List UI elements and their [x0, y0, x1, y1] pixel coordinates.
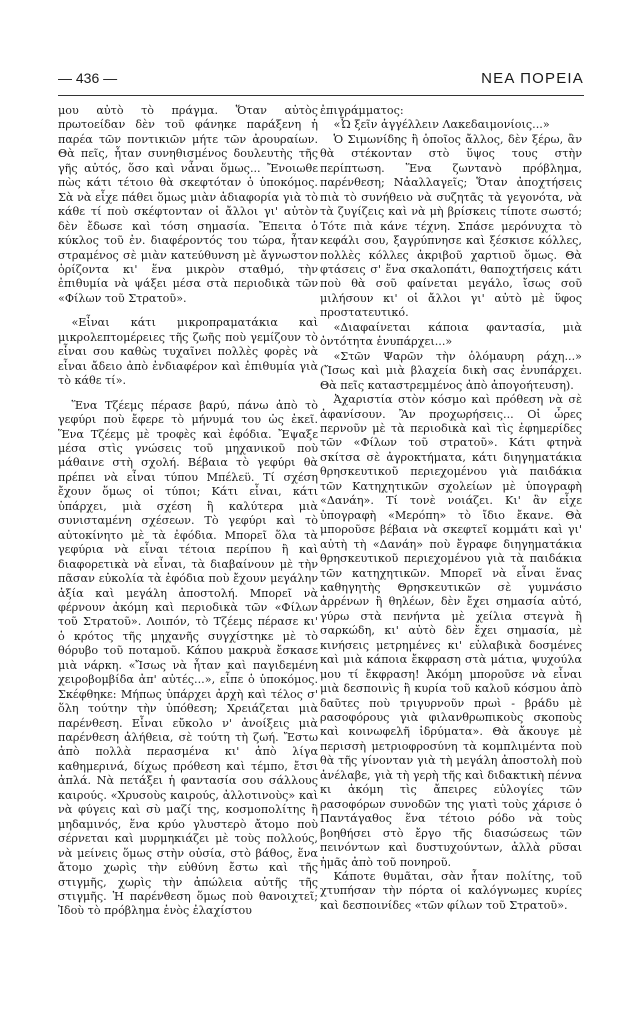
paragraph: Ὁ Σιμωνίδης ἢ ὁποῖος ἄλλος, δὲν ξέρω, ἂν θὰ στέκονταν στὸ ὕψος τους στὴν περίπτωση. Ἕνα ζωντανὸ πρόβλημα, παρένθεση; Νἀαλλαγεῖς; Ὅταν ἀποχτήσεις πιὰ τὸ συνήθειο νὰ συζητᾶς τὰ γεγονότα, νὰ τὰ ζυγίζεις καὶ νὰ μὴ βρίσκεις τίποτε σωστό; Τότε πιὰ κάνε τέχνη. Σπάσε μερόνυχτα τὸ κεφάλι σου, ξαγρύπνησε καὶ ξέσκισε κόλλες, πολλὲς κόλλες ἀκριβοῦ χαρτιοῦ ὅμως. Θὰ φτάσεις σ' ἕνα σκαλοπάτι, θαποχτήσεις κάτι ποὺ θὰ σοῦ φαίνεται μεγάλο, ἴσως σοῦ μιλήσουν κι' οἱ ἄλλοι γι' αὐτὸ μὲ ὕφος προστατευτικό.: [320, 132, 582, 320]
page-header: [58, 70, 584, 92]
header-rule: [58, 95, 584, 96]
paragraph: «Ὦ ξεῖν ἀγγέλλειν Λακεδαιμονίοις...»: [333, 118, 550, 132]
paragraph: μου αὐτὸ τὸ πράγμα. Ὅταν αὐτὸς πρωτοείδαν δὲν τοῦ φάνηκε παράξενη ἡ παρέα τῶν ποντικιῶν μήτε τῶν ἀρουραίων. Θὰ πεῖς, ἦταν συνηθισμένος δουλευτὴς τῆς γῆς αὐτός, ὅσο καὶ νἆναι ὅμως... Ἔνοιωθε πὼς κάτι τέτοιο θὰ σκεφτόταν ὁ ὑποκόμος. Σὰ νὰ εἶχε πάθει ὅμως μιὰν ἀδιαφορία γιὰ τὸ κάθε τί ποὺ σκέφτονταν οἱ ἄλλοι γι' αὐτὸν δὲν ἔδωσε καὶ τόση σημασία. Ἔπειτα ὁ κύκλος τοῦ ἐν. διαφέροντός του τώρα, ἦταν στραμένος σὲ μιὰν κατεύθυνση μὲ ἄγνωστον ὁρίζοντα κι' ἕνα μικρὸν σταθμό, τὴν ἐπιθυμία νὰ ψάξει μέσα στὰ περιοδικὰ τῶν «Φίλων τοῦ Στρατοῦ».: [58, 104, 318, 305]
page-number: — 436 —: [58, 70, 118, 86]
paragraph: Ἕνα Τζέεμς πέρασε βαρύ, πάνω ἀπὸ τὸ γεφύρι ποὺ ἔφερε τὸ μήνυμά του ὡς ἐκεῖ. Ἕνα Τζέεμς μὲ τροφὲς καὶ ἐφόδια. Ἔψαξε μέσα στὶς γνώσεις τοῦ μηχανικοῦ ποὺ μάθαινε στὴ σχολή. Βέβαια τὸ γεφύρι θὰ πρέπει νὰ εἶναι τύπου Μπέλεϋ. Τί σχέση ἔχουν ὅμως οἱ τύποι; Κάτι εἶναι, κάτι ὑπάρχει, μιὰ σχέση ἢ καλύτερα μιὰ συνισταμένη σχέσεων. Τὸ γεφύρι καὶ τὸ αὐτοκίνητο μὲ τὰ ἐφόδια. Μπορεῖ ὅλα τὰ γεφύρια νὰ εἶναι τέτοια περίπου ἢ καὶ διαφορετικὰ νὰ εἶναι, τὰ διαβαίνουν μὲ τὴν πᾶσαν εὐκολία τὰ ἐφόδια ποὺ ἔχουν μεγάλην ἀξία καὶ μεγάλη ἀποστολή. Μπορεῖ νὰ φέρνουν ἀκόμη καὶ περιοδικὰ τῶν «Φίλων τοῦ Στρατοῦ». Λοιπόν, τὸ Τζέεμς πέρασε κι' ὁ κρότος τῆς μηχανῆς συγχίστηκε μὲ τὸ θόρυβο τοῦ ποταμοῦ. Κάπου μακρυὰ ἔσκασε μιὰ νάρκη. «Ἴσως νὰ ἦταν καὶ παγιδεμένη χειροβομβίδα ἀπ' αὐτές...», εἶπε ὁ ὑποκόμος. Σκέφθηκε: Μήπως ὑπάρχει ἀρχὴ καὶ τέλος σ' ὅλη τούτην τὴν ὑπόθεση; Χρειάζεται μιὰ παρένθεση. Εἶναι εὔκολο ν' ἀνοίξεις μιὰ παρένθεση ἀλήθεια, σὲ τούτη τὴ ζωή. Ἔστω ἀπὸ πολλὰ περασμένα κι' ἀπὸ λίγα καθημερινά, δίχως πρόθεση καὶ τέμπο, ἔτσι ἁπλά. Νὰ πετάξει ἡ φαντασία σου σάλλους καιρούς. «Χρυσοὺς καιρούς, ἀλλοτινοὺς» καὶ νὰ φύγεις καὶ σὺ μαζί της, κοσμοπολίτης ἢ μηδαμινός, ἕνα κρύο γλυστερὸ ἄτομο ποὺ σέρνεται καὶ μυρμηκιάζει μὲ τοὺς πολλούς, νὰ μείνεις ὅμως στὴν οὐσία, στὸ βάθος, ἕνα ἄτομο χωρὶς τὴν εὐθύνη ἔστω καὶ τῆς στιγμῆς, χωρὶς τὴν ἀπώλεια αὐτῆς τῆς στιγμῆς. Ἡ παρένθεση ὅμως ποὺ θανοιχτεῖ; Ἰδοὺ τὸ πρόβλημα ἑνὸς ἐλαχίστου: [58, 398, 318, 918]
journal-title: ΝΕΑ ΠΟΡΕΙΑ: [481, 70, 584, 87]
right-text-column: [320, 104, 582, 913]
paragraph: «Διαφαίνεται κάποια φαντασία, μιὰ ὀντότητα ἐνυπάρχει...»: [320, 320, 582, 349]
paragraph: Ἀχαριστία στὸν κόσμο καὶ πρόθεση νὰ σὲ ἀφανίσουν. Ἂν προχωρήσεις... Οἱ ὧρες περνοῦν μὲ τὰ περιοδικὰ καὶ τὶς ἐφημερίδες τῶν «Φίλων τοῦ στρατοῦ». Κάτι φτηνὰ σκίτσα σὲ ἀγροκτήματα, κάτι διηγηματάκια θρησκευτικοῦ περιεχομένου γιὰ παιδάκια τῶν Κατηχητικῶν σχολείων μὲ ὑπογραφὴ «Δανάη». Τί τονὲ νοιάζει. Κι' ἂν εἶχε ὑπογραφὴ «Μερόπη» τὸ ἴδιο ἔκανε. Θὰ μποροῦσε βέβαια νὰ σκεφτεῖ κομμάτι καὶ γι' αὐτὴ τὴ «Δανάη» ποὺ ἔγραφε διηγηματάκια θρησκευτικοῦ περιεχομένου γιὰ τὰ παιδάκια τῶν κατηχητικῶν. Μπορεῖ νὰ εἶναι ἕνας καθηγητὴς Θρησκευτικῶν σὲ γυμνάσιο ἀρρένων ἢ θηλέων, δὲν ἔχει σημασία αὐτό, γύρω στὰ πενήντα μὲ χείλια στεγνὰ ἢ σαρκώδη, κι' αὐτὸ δὲν ἔχει σημασία, μὲ κινήσεις μετρημένες κι' εὐλαβικὰ δοσμένες καὶ μιὰ κάποια ἔκφραση στὰ μάτια, ψυχούλα μου τί ἔκφραση! Ἀκόμη μποροῦσε νὰ εἶναι μιὰ δεσποινὶς ἢ κυρία τοῦ καλοῦ κόσμου ἀπὸ δαῦτες ποὺ τριγυρνοῦν πρωὶ - βράδυ μὲ ρασοφόρους γιὰ φιλανθρωπικοὺς σκοποὺς καὶ κοινωφελῆ ἱδρύματα». Θὰ ἄκουγε μὲ περισσὴ μετριοφροσύνη τὰ κομπλιμέντα ποὺ θὰ τῆς γίνονταν γιὰ τὴ μεγάλη ἀποστολὴ ποὺ ἀνέλαβε, γιὰ τὴ γερὴ τῆς καὶ διδακτικὴ πέννα κι ἀκόμη τὶς ἄπειρες εὐλογίες τῶν ρασοφόρων συνοδῶν της γιατὶ τοὺς χάρισε ὁ Παντάγαθος ἕνα τέτοιο ρόδο νὰ τοὺς βοηθήσει στὸ ἔργο τῆς διασώσεως τῶν πεινόντων καὶ δυστυχούντων, ἀλλὰ ρῦσαι ἡμᾶς ἀπὸ τοῦ πονηροῦ.: [320, 393, 582, 869]
paragraph: ἐπιγράμματος:: [320, 104, 404, 117]
paragraph: «Εἶναι κάτι μικροπραματάκια καὶ μικρολεπτομέρειες τῆς ζωῆς ποὺ γεμίζουν τὸ εἶναι σου καθὼς τυχαῖνει πολλὲς φορὲς νὰ εἶναι ἄδειο ἀπὸ ἐνδιαφέρον καὶ ἐπιθυμία γιὰ τὸ κάθε τί».: [58, 316, 318, 388]
left-text-column: [58, 104, 318, 919]
paragraph: Κάποτε θυμᾶται, σὰν ἦταν πολίτης, τοῦ χτυπήσαν τὴν πόρτα οἱ καλόγνωμες κυρίες καὶ δεσποινίδες «τῶν φίλων τοῦ Στρατοῦ».: [320, 870, 582, 912]
paragraph: «Στῶν Ψαρῶν τὴν ὁλόμαυρη ράχη...» (Ἴσως καὶ μιὰ βλαχεία δικὴ σας ἐνυπάρχει. Θὰ πεῖς καταστρεμμένος ἀπὸ ἀπογοήτευση).: [320, 349, 582, 392]
